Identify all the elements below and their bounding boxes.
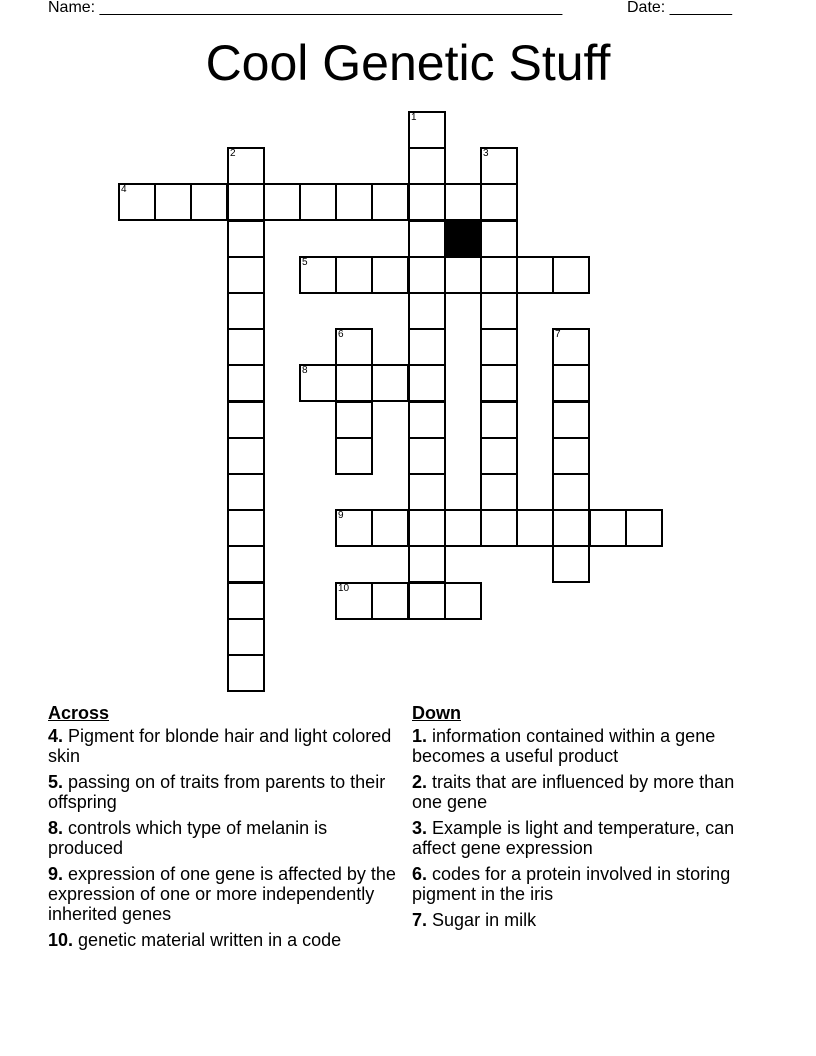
cell-number: 2 xyxy=(230,148,236,159)
crossword-cell[interactable] xyxy=(227,509,265,547)
crossword-cell[interactable] xyxy=(408,473,446,511)
cell-number: 6 xyxy=(338,329,344,340)
crossword-cell[interactable] xyxy=(299,183,337,221)
crossword-cell[interactable] xyxy=(299,364,337,402)
crossword-cell[interactable] xyxy=(227,183,265,221)
crossword-cell[interactable] xyxy=(190,183,228,221)
page-title: Cool Genetic Stuff xyxy=(205,35,611,91)
crossword-cell[interactable] xyxy=(335,364,373,402)
crossword-cell[interactable] xyxy=(408,545,446,583)
down-clue: 2. traits that are influenced by more than one gene xyxy=(412,772,735,812)
cell-number: 10 xyxy=(338,583,350,594)
crossword-cell[interactable] xyxy=(552,401,590,439)
crossword-cell[interactable] xyxy=(480,220,518,258)
crossword-cell[interactable] xyxy=(227,364,265,402)
crossword-cell[interactable] xyxy=(408,437,446,475)
crossword-cell[interactable] xyxy=(227,292,265,330)
crossword-cell[interactable] xyxy=(299,256,337,294)
down-heading: Down xyxy=(412,703,461,723)
crossword-cell[interactable] xyxy=(552,473,590,511)
across-clue: 9. expression of one gene is affected by the expression of one or more independently inherited genes xyxy=(48,864,396,924)
crossword-cell[interactable] xyxy=(480,509,518,547)
crossword-cell[interactable] xyxy=(552,328,590,366)
crossword-cell[interactable] xyxy=(371,364,409,402)
crossword-cell[interactable] xyxy=(263,183,301,221)
crossword-cell[interactable] xyxy=(371,509,409,547)
across-heading: Across xyxy=(48,703,110,723)
crossword-cell[interactable] xyxy=(408,147,446,185)
crossword-cell[interactable] xyxy=(335,582,373,620)
crossword-cell[interactable] xyxy=(227,256,265,294)
down-clue: 7. Sugar in milk xyxy=(412,910,537,930)
crossword-cell[interactable] xyxy=(408,401,446,439)
crossword-cell[interactable] xyxy=(371,582,409,620)
crossword-cell[interactable] xyxy=(227,220,265,258)
crossword-cell[interactable] xyxy=(516,256,554,294)
crossword-cell[interactable] xyxy=(444,509,482,547)
crossword-cell[interactable] xyxy=(408,256,446,294)
crossword-cell[interactable] xyxy=(227,437,265,475)
crossword-cell[interactable] xyxy=(480,401,518,439)
crossword-cell[interactable] xyxy=(480,183,518,221)
cell-number: 3 xyxy=(483,148,489,159)
crossword-cell[interactable] xyxy=(480,437,518,475)
crossword-cell[interactable] xyxy=(408,111,446,149)
date-field: Date: _______ xyxy=(627,0,732,16)
crossword-cell[interactable] xyxy=(118,183,156,221)
crossword-cell[interactable] xyxy=(552,509,590,547)
crossword-cell[interactable] xyxy=(480,256,518,294)
crossword-cell[interactable] xyxy=(227,147,265,185)
crossword-cell[interactable] xyxy=(408,183,446,221)
crossword-cell[interactable] xyxy=(408,364,446,402)
crossword-cell[interactable] xyxy=(444,183,482,221)
crossword-cell[interactable] xyxy=(480,147,518,185)
down-clue: 3. Example is light and temperature, can affect gene expression xyxy=(412,818,735,858)
crossword-cell[interactable] xyxy=(480,292,518,330)
crossword-cell[interactable] xyxy=(408,220,446,258)
crossword-cell[interactable] xyxy=(227,328,265,366)
crossword-cell[interactable] xyxy=(335,256,373,294)
cell-number: 4 xyxy=(121,184,127,195)
cell-number: 8 xyxy=(302,365,308,376)
cell-number: 1 xyxy=(411,112,417,123)
crossword-cell[interactable] xyxy=(552,256,590,294)
cell-number: 9 xyxy=(338,510,344,521)
crossword-cell[interactable] xyxy=(408,509,446,547)
black-cell xyxy=(444,220,482,258)
name-field: Name: ____________________________________________________ xyxy=(48,0,563,16)
across-clue: 10. genetic material written in a code xyxy=(48,930,342,950)
crossword-cell[interactable] xyxy=(480,328,518,366)
crossword-cell[interactable] xyxy=(371,256,409,294)
crossword-cell[interactable] xyxy=(625,509,663,547)
across-clue: 8. controls which type of melanin is produced xyxy=(48,818,328,858)
crossword-cell[interactable] xyxy=(444,582,482,620)
cell-number: 5 xyxy=(302,257,308,268)
crossword-cell[interactable] xyxy=(552,437,590,475)
crossword-cell[interactable] xyxy=(227,473,265,511)
crossword-cell[interactable] xyxy=(589,509,627,547)
crossword-cell[interactable] xyxy=(227,401,265,439)
crossword-cell[interactable] xyxy=(480,364,518,402)
across-clues xyxy=(48,702,398,956)
crossword-cell[interactable] xyxy=(480,473,518,511)
down-clues xyxy=(412,702,757,936)
crossword-cell[interactable] xyxy=(335,437,373,475)
down-clue: 1. information contained within a gene becomes a useful product xyxy=(412,726,716,766)
crossword-cell[interactable] xyxy=(335,401,373,439)
crossword-cell[interactable] xyxy=(227,618,265,656)
crossword-cell[interactable] xyxy=(335,183,373,221)
crossword-cell[interactable] xyxy=(408,328,446,366)
down-clue: 6. codes for a protein involved in storing pigment in the iris xyxy=(412,864,731,904)
crossword-cell[interactable] xyxy=(408,582,446,620)
crossword-cell[interactable] xyxy=(552,364,590,402)
crossword-cell[interactable] xyxy=(227,545,265,583)
cell-number: 7 xyxy=(555,329,561,340)
crossword-cell[interactable] xyxy=(335,328,373,366)
crossword-cell[interactable] xyxy=(444,256,482,294)
crossword-cell[interactable] xyxy=(154,183,192,221)
crossword-cell[interactable] xyxy=(227,654,265,692)
crossword-cell[interactable] xyxy=(552,545,590,583)
crossword-cell[interactable] xyxy=(408,292,446,330)
crossword-cell[interactable] xyxy=(516,509,554,547)
crossword-cell[interactable] xyxy=(227,582,265,620)
crossword-cell[interactable] xyxy=(371,183,409,221)
across-clue: 5. passing on of traits from parents to their offspring xyxy=(48,772,386,812)
crossword-cell[interactable] xyxy=(335,509,373,547)
across-clue: 4. Pigment for blonde hair and light colored skin xyxy=(48,726,392,766)
